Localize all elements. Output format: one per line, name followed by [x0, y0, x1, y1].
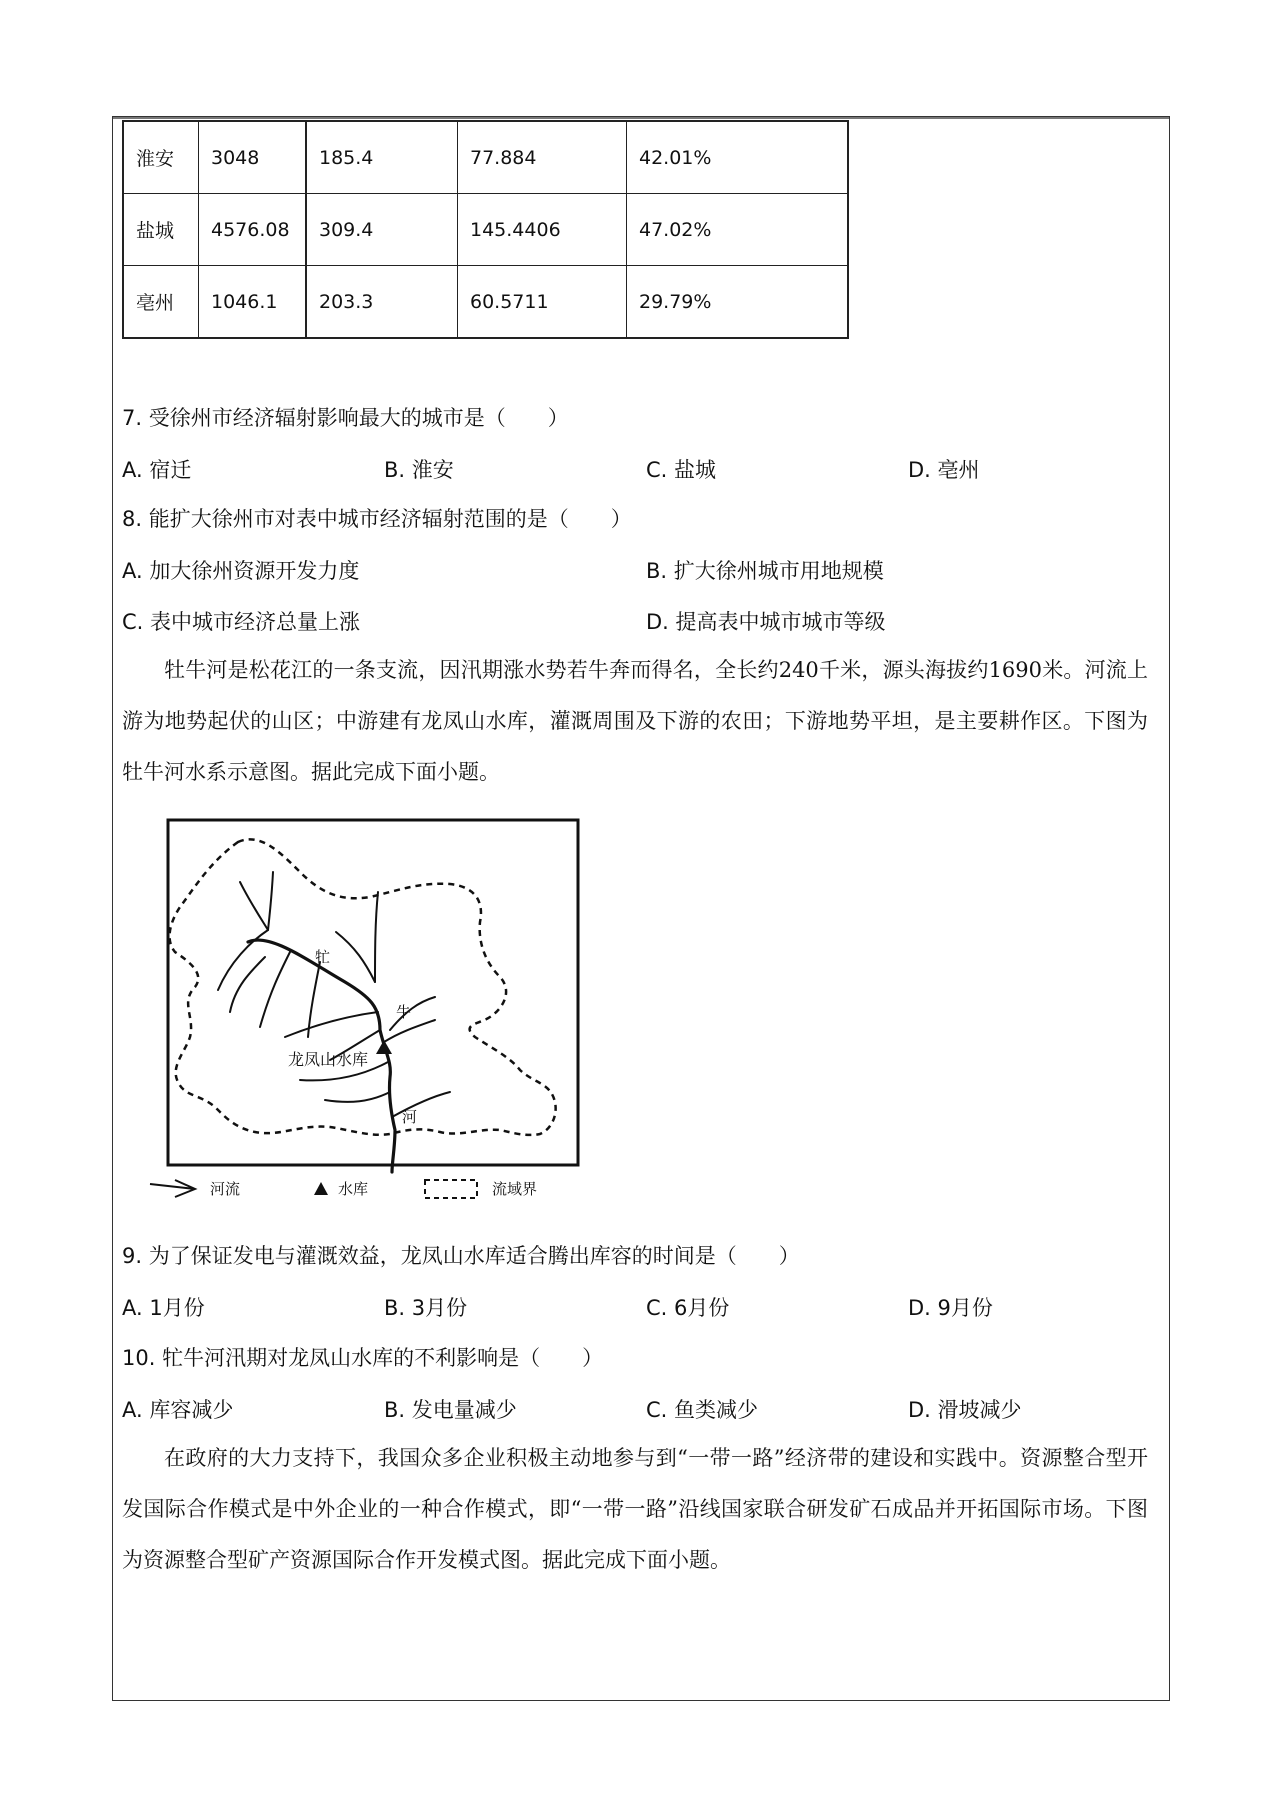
river-tributary — [240, 882, 268, 930]
question-9-stem: 9. 为了保证发电与灌溉效益，龙凤山水库适合腾出库容的时间是（ ） — [122, 1244, 800, 1268]
table-cell: 3048 — [199, 121, 307, 194]
legend-river-label: 河流 — [210, 1180, 241, 1198]
passage-mangniu-river: 牡牛河是松花江的一条支流，因汛期涨水势若牛奔而得名，全长约240千米，源头海拔约1690米。河流上游为地势起伏的山区；中游建有龙凤山水库，灌溉周围及下游的农田；下游地势平坦，是主要耕作区。下图为牡牛河水系示意图。据此完成下面小题。 — [122, 658, 1148, 784]
q10-option-b[interactable]: B. 发电量减少 — [384, 1398, 517, 1422]
q8-option-c[interactable]: C. 表中城市经济总量上涨 — [122, 610, 361, 634]
table-row — [123, 121, 848, 194]
river-tributary — [230, 957, 265, 1012]
q7-option-b[interactable]: B. 淮安 — [384, 458, 454, 482]
river-tributary — [392, 1092, 450, 1117]
q7-option-d[interactable]: D. 亳州 — [908, 458, 980, 482]
river-tributary — [325, 1092, 390, 1102]
q10-option-a[interactable]: A. 库容减少 — [122, 1398, 234, 1422]
table-cell: 309.4 — [306, 194, 458, 266]
q8-option-d[interactable]: D. 提高表中城市城市等级 — [646, 610, 886, 634]
table-cell: 淮安 — [123, 121, 199, 194]
question-10-stem: 10. 牤牛河汛期对龙凤山水库的不利影响是（ ） — [122, 1346, 604, 1370]
reservoir-label: 龙凤山水库 — [288, 1050, 369, 1069]
passage-belt-and-road: 在政府的大力支持下，我国众多企业积极主动地参与到“一带一路”经济带的建设和实践中。资源整合型开发国际合作模式是中外企业的一种合作模式，即“一带一路”沿线国家联合研发矿石成品并开拓国际市场。下图为资源整合型矿产资源国际合作开发模式图。据此完成下面小题。 — [122, 1446, 1148, 1572]
table-cell: 29.79% — [627, 266, 849, 339]
river-tributary — [336, 932, 375, 982]
river-label-char-1: 牤 — [315, 948, 331, 966]
q7-option-c[interactable]: C. 盐城 — [646, 458, 717, 482]
q7-option-a[interactable]: A. 宿迁 — [122, 458, 192, 482]
table-cell: 60.5711 — [458, 266, 627, 339]
q8-option-a[interactable]: A. 加大徐州资源开发力度 — [122, 559, 360, 583]
table-row — [123, 194, 848, 266]
legend-boundary-icon — [425, 1180, 477, 1198]
table-cell: 盐城 — [123, 194, 199, 266]
table-cell: 42.01% — [627, 121, 849, 194]
city-data-table — [122, 120, 849, 339]
question-8-stem: 8. 能扩大徐州市对表中城市经济辐射范围的是（ ） — [122, 507, 632, 531]
table-cell: 亳州 — [123, 266, 199, 339]
table-cell: 145.4406 — [458, 194, 627, 266]
basin-boundary — [170, 839, 556, 1135]
table-cell: 47.02% — [627, 194, 849, 266]
table-cell: 185.4 — [306, 121, 458, 194]
table-row — [123, 266, 848, 339]
q10-option-d[interactable]: D. 滑坡减少 — [908, 1398, 1022, 1422]
table-cell: 4576.08 — [199, 194, 307, 266]
river-tributary — [285, 1012, 378, 1037]
river-tributary — [384, 1020, 435, 1042]
river-label-char-2: 牛 — [396, 1003, 412, 1021]
legend-boundary-label: 流域界 — [492, 1180, 538, 1198]
legend-reservoir-label: 水库 — [338, 1180, 369, 1198]
table-cell: 203.3 — [306, 266, 458, 339]
table-cell: 77.884 — [458, 121, 627, 194]
q10-option-c[interactable]: C. 鱼类减少 — [646, 1398, 759, 1422]
q9-option-a[interactable]: A. 1月份 — [122, 1296, 205, 1320]
river-tributary — [375, 892, 378, 982]
reservoir-marker — [376, 1040, 392, 1054]
river-label-char-3: 河 — [402, 1108, 418, 1126]
river-tributary — [268, 872, 273, 930]
river-tributary — [260, 952, 290, 1027]
q9-option-b[interactable]: B. 3月份 — [384, 1296, 468, 1320]
map-border — [168, 820, 578, 1165]
q8-option-b[interactable]: B. 扩大徐州城市用地规模 — [646, 559, 884, 583]
legend-reservoir-icon — [314, 1182, 328, 1195]
q9-option-d[interactable]: D. 9月份 — [908, 1296, 993, 1320]
q9-option-c[interactable]: C. 6月份 — [646, 1296, 730, 1320]
river-system-map — [140, 812, 600, 1207]
legend-river-icon — [150, 1180, 195, 1197]
table-cell: 1046.1 — [199, 266, 307, 339]
question-7-stem: 7. 受徐州市经济辐射影响最大的城市是（ ） — [122, 406, 569, 430]
